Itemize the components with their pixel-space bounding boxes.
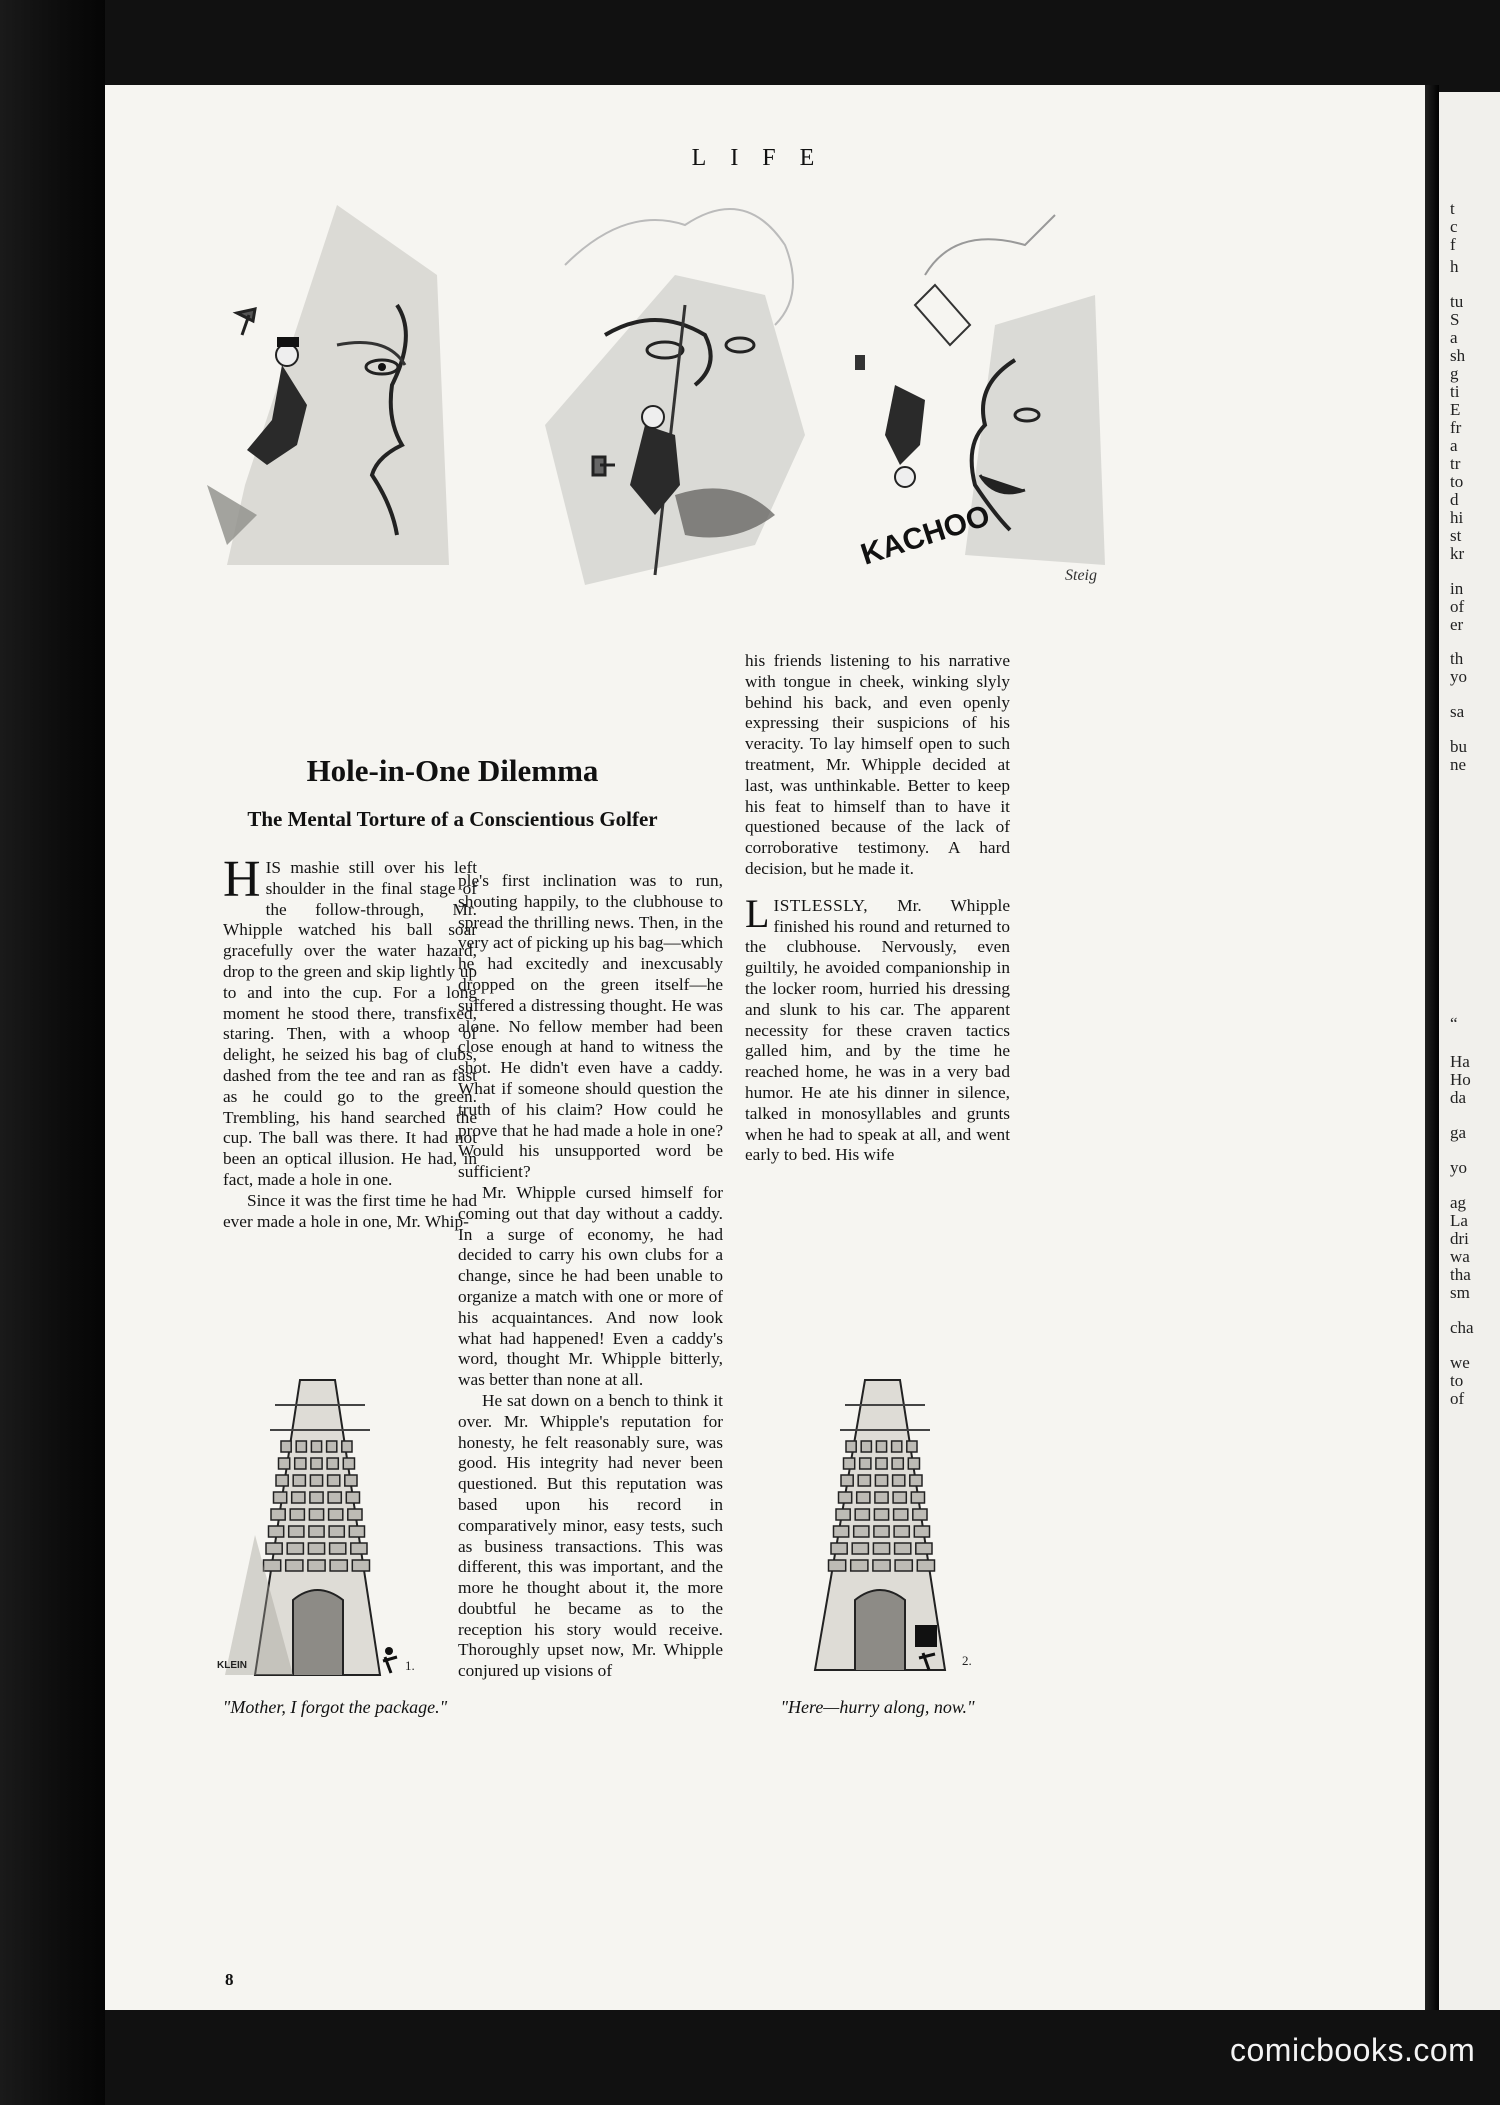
next-page-text-fragment: yo — [1450, 1158, 1467, 1177]
building-window — [310, 1475, 322, 1486]
building-window — [352, 1560, 369, 1571]
building-window — [296, 1441, 306, 1452]
building-window — [329, 1526, 344, 1537]
top-cartoon-panel-2 — [505, 185, 825, 585]
building-window — [831, 1543, 847, 1554]
building-window — [911, 1492, 924, 1503]
next-page-text-fragment: tr — [1450, 454, 1461, 473]
building-window — [874, 1526, 889, 1537]
building-window — [860, 1458, 871, 1469]
building-window — [893, 1492, 906, 1503]
building-window — [854, 1526, 869, 1537]
next-page-text-fragment: “ — [1450, 1014, 1458, 1033]
artist-signature: KLEIN — [217, 1660, 247, 1671]
building-window — [917, 1560, 934, 1571]
next-page-text-fragment: a — [1450, 436, 1458, 455]
building-window — [839, 1492, 852, 1503]
building-window — [836, 1509, 850, 1520]
building-window — [916, 1543, 932, 1554]
next-page-text-fragment: La — [1450, 1211, 1468, 1230]
running-head: LIFE — [691, 145, 839, 171]
building-window — [271, 1509, 285, 1520]
building-window — [342, 1441, 352, 1452]
next-page-text-fragment: Ho — [1450, 1070, 1471, 1089]
article-column-2 — [458, 871, 723, 1682]
building-cartoon-2 — [755, 1375, 1005, 1685]
next-page-text-fragment: ne — [1450, 755, 1467, 774]
drop-cap: L — [745, 890, 770, 936]
building-window — [330, 1560, 347, 1571]
building-window — [266, 1543, 282, 1554]
next-page-text-fragment: tha — [1450, 1265, 1471, 1284]
building-window — [829, 1560, 846, 1571]
paragraph: Mr. Whipple finished his round and returned to the clubhouse. Nervously, even guiltily, he avoided companionship in the locker room, hurried his dressing and slunk to his car. The apparent necessity for these craven tactics galled him, and by the time he reached home, he was in a very bad humor. He ate his dinner in silence, talked in monosyllables and grunts when he had to speak at all, and went early to bed. His wife — [745, 895, 1010, 1165]
building-window — [345, 1475, 357, 1486]
cartoon-number: 2. — [962, 1653, 972, 1668]
building-window — [279, 1458, 290, 1469]
building-window — [309, 1509, 323, 1520]
watermark: comicbooks.com — [1230, 2032, 1476, 2068]
next-page-text-fragment: a — [1450, 328, 1458, 347]
next-page-text-fragment: fr — [1450, 418, 1462, 437]
building-window — [873, 1543, 889, 1554]
building-window — [327, 1441, 337, 1452]
cartoon-caption-1: "Mother, I forgot the package." — [222, 1697, 448, 1717]
next-page-text-fragment: sh — [1450, 346, 1466, 365]
artist-signature: Steig — [1065, 567, 1097, 584]
next-page-text-fragment: th — [1450, 649, 1464, 668]
building-window — [907, 1441, 917, 1452]
building-window — [893, 1475, 905, 1486]
next-page-text-fragment: Ha — [1450, 1052, 1470, 1071]
building-window — [861, 1441, 871, 1452]
building-window — [269, 1526, 284, 1537]
building-window — [844, 1458, 855, 1469]
building-window — [329, 1509, 343, 1520]
building-window — [328, 1475, 340, 1486]
paragraph: IS mashie still over his left shoulder in the final stage of the follow-through, Mr. Whipple watched his ball soar gracefully over the water hazard, drop to the green and skip lightly up to and into the cup. For a long moment he stood there, transfixed, staring. Then, with a whoop of delight, he seized his bag of clubs, dashed from the tee and ran as fast as he could go to the green. Trembling, his hand searched the cup. The ball was there. It had not been an optical illusion. He had, in fact, made a hole in one. — [223, 858, 477, 1189]
building-window — [852, 1543, 868, 1554]
cartoon-number: 1. — [405, 1658, 415, 1673]
building-window — [895, 1543, 911, 1554]
building-window — [346, 1492, 359, 1503]
building-window — [290, 1509, 304, 1520]
building-window — [855, 1509, 869, 1520]
scan-border — [0, 0, 105, 2105]
next-page-text-fragment: to — [1450, 1371, 1464, 1390]
article-subtitle: The Mental Torture of a Conscientious Golfer — [247, 807, 658, 831]
building-window — [292, 1492, 305, 1503]
next-page-text-fragment: c — [1450, 217, 1458, 236]
next-page-text-fragment: dri — [1450, 1229, 1469, 1248]
building-window — [873, 1560, 890, 1571]
building-window — [892, 1441, 902, 1452]
next-page-text-fragment: of — [1450, 597, 1465, 616]
building-window — [910, 1475, 922, 1486]
building-window — [308, 1560, 325, 1571]
building-window — [876, 1458, 887, 1469]
building-window — [834, 1526, 849, 1537]
building-window — [343, 1458, 354, 1469]
building-window — [309, 1526, 324, 1537]
next-page-text-fragment: da — [1450, 1088, 1467, 1107]
next-page-text-fragment: hi — [1450, 508, 1464, 527]
building-window — [287, 1543, 303, 1554]
next-page-text-fragment: tu — [1450, 292, 1464, 311]
building-window — [327, 1458, 338, 1469]
building-window — [274, 1492, 287, 1503]
next-page-text-fragment: sa — [1450, 702, 1465, 721]
next-page-text-fragment: f — [1450, 235, 1456, 254]
next-page-text-fragment: wa — [1450, 1247, 1470, 1266]
next-page-text-fragment: we — [1450, 1353, 1470, 1372]
article-title: Hole-in-One Dilemma — [306, 753, 599, 788]
magazine-page — [105, 85, 1425, 2010]
next-page-text-fragment: ti — [1450, 382, 1460, 401]
next-page-text-fragment: sm — [1450, 1283, 1470, 1302]
paragraph: He sat down on a bench to think it over. Mr. Whipple's reputation for honesty, he felt reasonably sure, was good. His integrity had never been questioned. But this reputation was based upon his record in comparatively minor, easy tests, such as business transactions. This was different, this was important, and the more he thought about it, the more doubtful he became as to the reception his story would receive. Thoroughly upset now, Mr. Whipple conjured up visions of — [458, 1390, 723, 1681]
next-page-text-fragment: bu — [1450, 737, 1467, 756]
building-window — [858, 1475, 870, 1486]
building-window — [281, 1441, 291, 1452]
building-window — [857, 1492, 870, 1503]
building-window — [913, 1509, 927, 1520]
top-cartoon-panel-3 — [795, 185, 1115, 585]
page-number: 8 — [225, 1970, 234, 1989]
next-page-text-fragment: E — [1450, 400, 1461, 419]
next-page-text-fragment: S — [1450, 310, 1460, 329]
building-window — [264, 1560, 281, 1571]
building-window — [308, 1543, 324, 1554]
building-window — [330, 1543, 346, 1554]
drop-cap: H — [223, 851, 261, 908]
building-cartoon-1 — [205, 1375, 435, 1685]
building-window — [311, 1458, 322, 1469]
building-window — [846, 1441, 856, 1452]
next-page-text-fragment: d — [1450, 490, 1459, 509]
next-page-text-fragment: h — [1450, 257, 1459, 276]
next-page-text-fragment: to — [1450, 472, 1464, 491]
building-window — [851, 1560, 868, 1571]
next-page-text-fragment: kr — [1450, 544, 1465, 563]
building-window — [875, 1475, 887, 1486]
next-page-text-fragment: in — [1450, 579, 1464, 598]
building-window — [349, 1526, 364, 1537]
top-cartoon-panel-1 — [187, 185, 457, 565]
building-window — [351, 1543, 367, 1554]
building-window — [894, 1526, 909, 1537]
next-page-text-fragment: ag — [1450, 1193, 1467, 1212]
building-window — [875, 1492, 888, 1503]
article-column-1 — [223, 851, 477, 1232]
building-window — [876, 1441, 886, 1452]
next-page-text-fragment: g — [1450, 364, 1459, 383]
building-window — [310, 1492, 323, 1503]
article-column-3: his friends listening to his narrative with tongue in cheek, winking slyly behind his back, and even openly expressing their suspicions of his veracity. To lay himself open to such treatment, Mr. Whipple decided at last, was unthinkable. Better to keep his feat to himself than to have it questioned because of the lack of corroborative testimony. A hard decision, but he made it. LISTLESSLY, Mr. Whipple finished his round and returned to the clubhouse. Nervously, even guiltily, he avoided companionship in the locker room, hurried his dressing and slunk to his car. The apparent necessity for these craven tactics galled him, and by the time he reached home, he was in a very bad humor. He ate his dinner in silence, talked in monosyllables and grunts when he had to speak at all, and went early to bed. His wife — [745, 651, 1010, 1165]
sound-effect-text: KACHOO — [856, 499, 994, 572]
page-gutter — [1425, 85, 1439, 2010]
next-page-text-fragment: cha — [1450, 1318, 1474, 1337]
building-window — [908, 1458, 919, 1469]
building-window — [293, 1475, 305, 1486]
building-window — [892, 1458, 903, 1469]
paragraph: Since it was the first time he had ever made a hole in one, Mr. Whip- — [223, 1190, 477, 1231]
next-page-edge — [1439, 92, 1500, 2010]
building-window — [276, 1475, 288, 1486]
next-page-text-fragment: of — [1450, 1389, 1465, 1408]
paragraph: Mr. Whipple cursed himself for coming out that day without a caddy. In a surge of economy, he had decided to carry his own clubs for a change, since he had been unable to organize a match with one or more of his acquaintances. And now look what had happened! Even a caddy's word, thought Mr. Whipple bitterly, was better than none at all. — [458, 1182, 723, 1390]
building-window — [348, 1509, 362, 1520]
next-page-text-fragment: t — [1450, 199, 1455, 218]
paragraph: ple's first inclination was to run, shouting happily, to the clubhouse to spread the thrilling news. Then, in the very act of picking up his bag—which he had excitedly and inexcusably dropped on the green itself—he suffered a distressing thought. He was alone. No fellow member had been close enough at hand to witness the shot. He didn't even have a caddy. What if someone should question the truth of his claim? How could he prove that he had made a hole in one? Would his unsupported word be sufficient? — [458, 871, 723, 1182]
building-window — [286, 1560, 303, 1571]
building-window — [295, 1458, 306, 1469]
building-window — [914, 1526, 929, 1537]
paragraph: his friends listening to his narrative with tongue in cheek, winking slyly behind his back, and even openly expressing their suspicions of his veracity. To lay himself open to such treatment, Mr. Whipple decided at last, was unthinkable. Better to keep his feat to himself than to have it questioned because of the lack of corroborative testimony. A hard decision, but he made it. — [745, 651, 1010, 878]
building-window — [895, 1560, 912, 1571]
building-window — [289, 1526, 304, 1537]
cartoon-caption-2: "Here—hurry along, now." — [780, 1697, 975, 1717]
next-page-text-fragment: er — [1450, 615, 1464, 634]
building-window — [311, 1441, 321, 1452]
building-window — [328, 1492, 341, 1503]
next-page-text-fragment: st — [1450, 526, 1462, 545]
building-window — [841, 1475, 853, 1486]
next-page-text-fragment: ga — [1450, 1123, 1467, 1142]
building-window — [894, 1509, 908, 1520]
building-window — [874, 1509, 888, 1520]
next-page-text-fragment: yo — [1450, 667, 1467, 686]
